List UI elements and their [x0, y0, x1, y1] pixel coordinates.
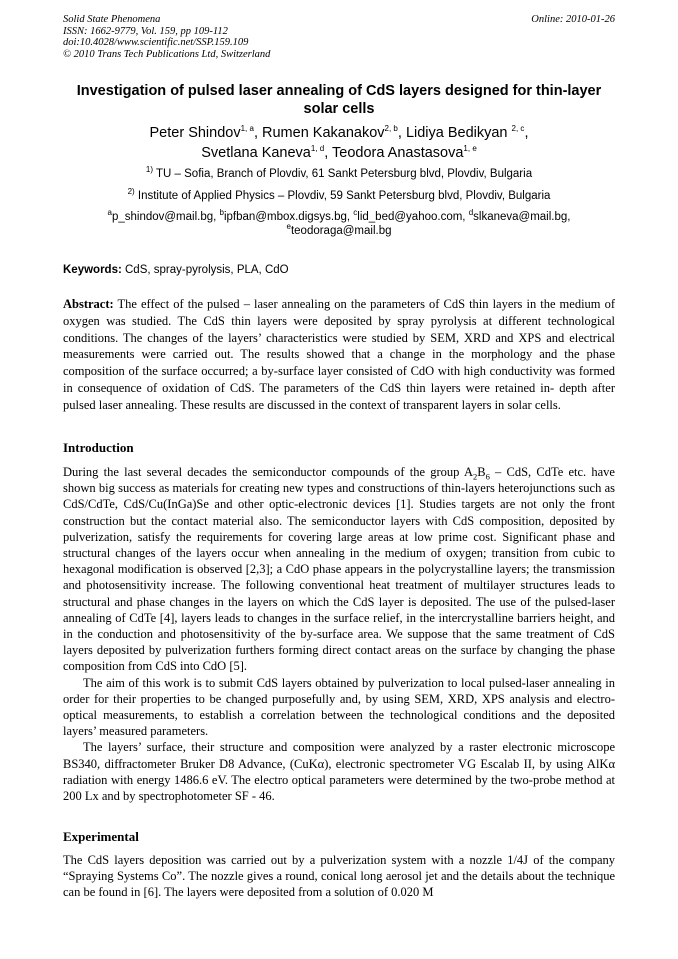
introduction-body: [63, 464, 615, 804]
email-mark: d: [468, 208, 474, 218]
author-affiliation-mark: 2, b: [384, 124, 398, 134]
author-separator: ,: [253, 125, 263, 141]
paper-title: Investigation of pulsed laser annealing of CdS layers designed for thin-layer solar cells: [76, 83, 602, 117]
abstract: [63, 296, 615, 414]
affiliation-text: TU – Sofia, Branch of Plovdiv, 61 Sankt Petersburg blvd, Plovdiv, Bulgaria: [153, 168, 533, 180]
author-name: Peter Shindov: [149, 125, 241, 141]
keywords-text: CdS, spray-pyrolysis, PLA, CdO: [121, 264, 289, 276]
journal-copyright: © 2010 Trans Tech Publications Ltd, Switzerland: [63, 48, 271, 60]
journal-doi: doi:10.4028/www.scientific.net/SSP.159.109: [63, 37, 249, 48]
email-mark: c: [353, 208, 358, 218]
paragraph-text: B: [477, 465, 486, 479]
paragraph: The aim of this work is to submit CdS layers obtained by pulverization to local pulsed-laser annealing in order for their properties to be changed purposefully and, by using SEM, XRD, XPS analysis and electro-optical measurements, to establish a correlation between the technological conditions and the deposited layers’ measured parameters.: [63, 675, 615, 739]
affiliation-mark: 2): [127, 187, 135, 197]
email-mark: e: [286, 222, 291, 232]
email-address: p_shindov@mail.bg,: [111, 211, 220, 223]
keywords: [63, 263, 615, 277]
experimental-heading: Experimental: [63, 829, 139, 844]
journal-issn: ISSN: 1662-9779, Vol. 159, pp 109-112: [63, 25, 228, 37]
affiliation-mark: 1): [145, 165, 154, 175]
online-date: Online: 2010-01-26: [531, 14, 615, 25]
author-list: [63, 123, 615, 163]
affiliation-1: [63, 165, 615, 181]
affiliation-2: [63, 187, 615, 203]
author-emails: [63, 210, 615, 238]
email-mark: b: [219, 208, 224, 218]
author-separator: ,: [324, 145, 333, 161]
paragraph-text: During the last several decades the semiconductor compounds of the group A: [63, 465, 473, 479]
affiliation-text: Institute of Applied Physics – Plovdiv, 59 Sankt Petersburg blvd, Plovdiv, Bulgaria: [134, 190, 551, 202]
email-address: ipfban@mbox.digsys.bg,: [223, 211, 354, 223]
paragraph: The layers’ surface, their structure and composition were analyzed by a raster electronic microscope BS340, diffractometer Bruker D8 Advance, (CuKα), electronic spectrometer VG Escalab II, by using AlKα radiation with energy 1486.6 eV. The electro optical parameters were determined by the two-probe method at 200 Lx and by spectrophotometer SF - 46.: [63, 740, 615, 804]
author-name: Teodora Anastasova: [332, 145, 464, 161]
subscript: 2: [472, 471, 478, 482]
paragraph: [63, 464, 615, 675]
abstract-label: Abstract:: [63, 297, 114, 311]
subscript: 6: [485, 471, 490, 482]
author-name: Lidiya Bedikyan: [405, 125, 512, 141]
introduction-heading: Introduction: [63, 440, 134, 455]
author-separator: ,: [524, 125, 529, 141]
email-address: lid_bed@yahoo.com,: [357, 211, 469, 223]
author-name: Rumen Kakanakov: [262, 125, 385, 141]
author-affiliation-mark: 1, a: [240, 124, 254, 134]
email-address: teodoraga@mail.bg: [290, 225, 392, 237]
email-mark: a: [107, 208, 112, 218]
author-affiliation-mark: 2, c: [511, 124, 525, 134]
journal-header: [63, 14, 270, 60]
journal-name: Solid State Phenomena: [63, 14, 161, 25]
author-separator: ,: [397, 125, 406, 141]
author-affiliation-mark: 1, e: [463, 144, 477, 154]
experimental-body: [63, 852, 615, 901]
author-affiliation-mark: 1, d: [310, 144, 325, 154]
paragraph: The CdS layers deposition was carried out by a pulverization system with a nozzle 1/4J of the company “Spraying Systems Co”. The nozzle gives a round, conical long aerosol jet and the details about the technique can be found in [6]. The layers were deposited from a solution of 0.020 M: [63, 853, 615, 900]
abstract-text: The effect of the pulsed – laser annealing on the parameters of CdS thin layers in the medium of oxygen was studied. The CdS thin layers were deposited by spray pyrolysis at different technological conditions. The changes of the layers’ characteristics were studied by SEM, XRD and XPS and electrical measurements were carried out. The results showed that a change in the morphology and the phase composition of the surface occurred; a by-surface layer consisted of CdO with high conductivity was formed in consequence of oxidation of CdS. The parameters of the CdS thin layers were retained in- depth after pulsed laser annealing. These results are discussed in the context of transparent layers in solar cells.: [63, 297, 615, 412]
keywords-label: Keywords:: [63, 264, 122, 276]
email-address: slkaneva@mail.bg,: [473, 211, 571, 223]
author-name: Svetlana Kaneva: [201, 145, 311, 161]
paragraph-text: – CdS, CdTe etc. have shown big success as materials for creating new types and constructions of thin-layers heterojunctions such as CdS/CdTe, CdS/Cu(InGa)Se and other optic-electronic devices [1]. Studies targets are not only the front construction but the contact material also. The semiconductor layers with CdS composition, deposited by pulverization, satisfy the requirements for covering large areas at low prime cost. Significant phase and structural changes of the layers occur when annealing in the medium of oxygen; transition from cubic to hexagonal modification is observed [2,3]; a CdO phase appears in the polycrystalline layers; the transmission and photosensitivity increase. The following conventional heat treatment of multilayer structures leads to structural and phase changes in the layers on which the CdS layer is deposited. The use of the pulsed-laser annealing of CdTe [4], layers leads to changes in the surface relief, in the intercrystalline barriers height, and in the conduction and photosensitivity of the by-surface area. We suppose that the same treatment of CdS layers deposited by pulverization furthers forming direct contact areas on the surface by changing the phase composition from CdS into CdO [5].: [63, 465, 615, 674]
